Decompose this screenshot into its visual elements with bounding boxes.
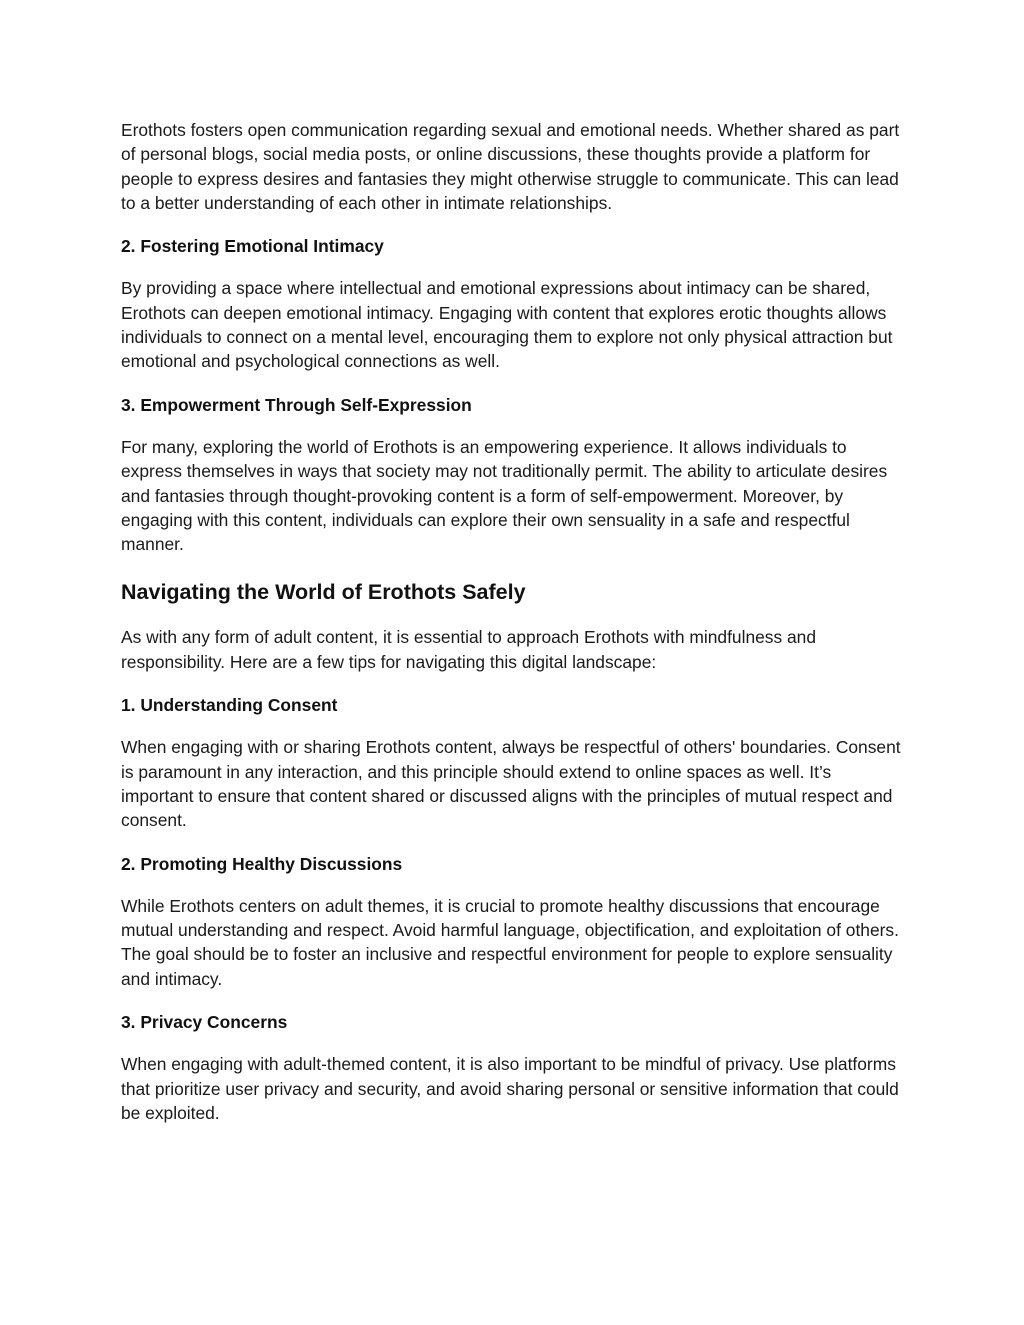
heading-fostering-emotional-intimacy: 2. Fostering Emotional Intimacy [121, 236, 384, 257]
heading-privacy-concerns: 3. Privacy Concerns [121, 1012, 288, 1033]
section-title-navigating-safely: Navigating the World of Erothots Safely [121, 580, 526, 605]
heading-understanding-consent: 1. Understanding Consent [121, 695, 338, 716]
heading-promoting-healthy-discussions: 2. Promoting Healthy Discussions [121, 853, 403, 874]
paragraph-consent: When engaging with or sharing Erothots content, always be respectful of others' boundaries. Consent is paramount in any interaction, and this principle should extend to online spaces as well. It’s important to ensure that content shared or discussed aligns with the principles of mutual respect and consent. [121, 737, 901, 831]
paragraph-empowerment: For many, exploring the world of Erothots is an empowering experience. It allows individuals to express themselves in ways that society may not traditionally permit. The ability to articulate desires and fantasies through thought-provoking content is a form of self-empowerment. Moreover, by engaging with this content, individuals can explore their own sensuality in a safe and respectful manner. [121, 436, 888, 555]
paragraph-navigating-intro: As with any form of adult content, it is essential to approach Erothots with mindfulness and responsibility. Here are a few tips for navigating this digital landscape: [121, 627, 817, 672]
paragraph-healthy-discussions: While Erothots centers on adult themes, it is crucial to promote healthy discussions that encourage mutual understanding and respect. Avoid harmful language, objectification, and exploitation of others. The goal should be to foster an inclusive and respectful environment for people to explore sensuality and intimacy. [121, 895, 899, 989]
paragraph-emotional-intimacy: By providing a space where intellectual and emotional expressions about intimacy can be shared, Erothots can deepen emotional intimacy. Engaging with content that explores erotic thoughts allows individuals to connect on a mental level, encouraging them to explore not only physical attraction but emotional and psychological connections as well. [121, 278, 893, 372]
paragraph-privacy: When engaging with adult-themed content, it is also important to be mindful of privacy. Use platforms that prioritize user privacy and security, and avoid sharing personal or sensitive information that could be exploited. [121, 1054, 899, 1123]
document-page [121, 118, 901, 1144]
paragraph-open-communication: Erothots fosters open communication regarding sexual and emotional needs. Whether shared as part of personal blogs, social media posts, or online discussions, these thoughts provide a platform for people to express desires and fantasies they might otherwise struggle to communicate. This can lead to a better understanding of each other in intimate relationships. [121, 120, 900, 213]
heading-empowerment-self-expression: 3. Empowerment Through Self-Expression [121, 394, 472, 415]
